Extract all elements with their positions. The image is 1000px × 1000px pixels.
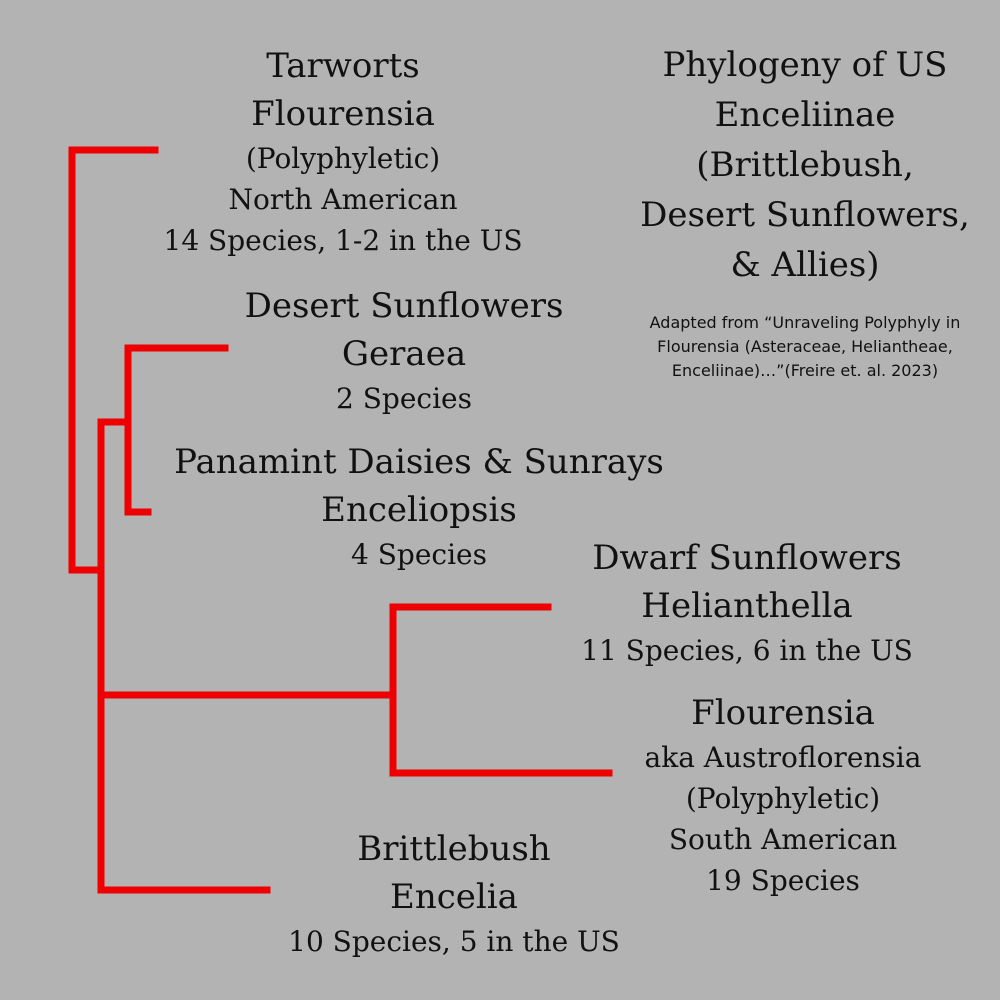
taxon-common-name: Panamint Daisies & Sunrays [174,442,664,482]
taxon-species-count: 4 Species [351,538,487,571]
taxon-note: (Polyphyletic) [685,782,881,815]
taxon-aka: aka Austroflorensia [644,741,922,774]
title-line: Phylogeny of US [662,45,948,85]
taxon-species-count: 10 Species, 5 in the US [288,925,620,958]
title-line: & Allies) [730,245,880,285]
taxon-genus: Enceliopsis [321,490,517,530]
taxon-common-name: Tarworts [266,46,420,86]
source-citation [620,311,990,383]
taxon-species-count: 14 Species, 1-2 in the US [163,224,523,257]
source-line: Enceliinae)…”(Freire et. al. 2023) [671,361,939,380]
taxon-label-encelia [264,825,644,962]
taxon-label-geraea [204,282,604,419]
title-line: Desert Sunflowers, [640,195,970,235]
taxon-region: South American [668,823,898,856]
taxon-species-count: 11 Species, 6 in the US [581,634,913,667]
diagram-title [605,40,1000,290]
taxon-label-austroflourensia [613,689,953,901]
taxon-region: North American [228,183,458,216]
source-line: Flourensia (Asteraceae, Heliantheae, [657,337,953,356]
taxon-genus: Helianthella [641,586,853,626]
taxon-species-count: 19 Species [706,864,860,897]
taxon-genus: Flourensia [251,94,435,134]
taxon-genus: Encelia [390,877,518,917]
title-line: Enceliinae [714,95,896,135]
taxon-common-name: Desert Sunflowers [244,286,564,326]
taxon-label-tarworts [143,42,543,261]
taxon-label-helianthella [547,534,947,671]
taxon-genus: Flourensia [691,693,875,733]
taxon-genus: Geraea [341,334,467,374]
title-line: (Brittlebush, [696,145,914,185]
taxon-common-name: Dwarf Sunflowers [592,538,902,578]
taxon-species-count: 2 Species [336,382,472,415]
taxon-common-name: Brittlebush [357,829,551,869]
source-line: Adapted from “Unraveling Polyphyly in [649,313,961,332]
taxon-note: (Polyphyletic) [245,142,441,175]
